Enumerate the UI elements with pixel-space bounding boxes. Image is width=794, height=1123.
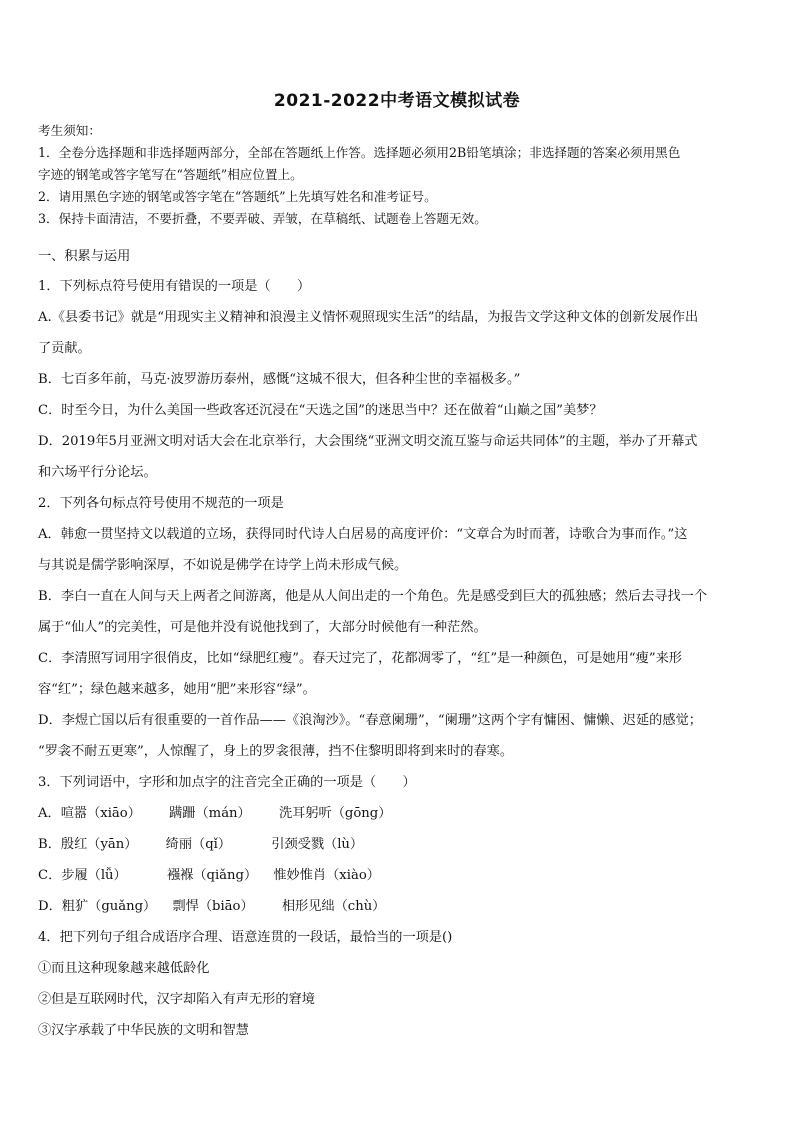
- notice-line: 2．请用黑色字迹的钢笔或答字笔在“答题纸”上先填写姓名和准考证号。: [38, 189, 437, 204]
- exam-notice: [38, 120, 762, 230]
- section-heading: 一、积累与运用: [38, 249, 131, 264]
- question-4-stem: 4．把下列句子组合成语序合理、语意连贯的一段话，最恰当的一项是(): [38, 930, 453, 945]
- question-2-option-a: A．韩愈一贯坚持文以载道的立场，获得同时代诗人白居易的高度评价：“文章合为时而著，诗歌合为事而作。”这: [38, 527, 688, 542]
- question-4-item: ③汉字承载了中华民族的文明和智慧: [38, 1023, 249, 1038]
- notice-line: 字迹的钢笔或答字笔写在“答题纸”相应位置上。: [38, 167, 303, 182]
- option-term: 剽悍（biāo）: [172, 899, 254, 914]
- question-2-option-d: D．李煜亡国以后有很重要的一首作品——《浪淘沙》。“春意阑珊”，“阑珊”这两个字有慵困、慵懒、迟延的感觉；: [38, 713, 702, 728]
- option-term: 引颈受戮（lù）: [271, 837, 364, 852]
- question-1-option-c: C．时至今日，为什么美国一些政客还沉浸在“天选之国”的迷思当中？还在做着“山巅之国”美梦？: [38, 403, 603, 418]
- option-term: C．步履（lǚ）: [38, 868, 127, 883]
- notice-line: 3．保持卡面清洁，不要折叠，不要弄破、弄皱，在草稿纸、试题卷上答题无效。: [38, 211, 487, 226]
- option-term: 相形见绌（chù）: [281, 899, 386, 914]
- question-1-option-a: A.《县委书记》就是“用现实主义精神和浪漫主义情怀观照现实生活”的结晶，为报告文学这种文体的创新发展作出: [38, 310, 699, 325]
- notice-heading: 考生须知：: [38, 123, 101, 138]
- option-term: B．殷红（yān）: [38, 837, 138, 852]
- option-term: 洗耳躬听（gōng）: [278, 806, 392, 821]
- question-2-option-b: B．李白一直在人间与天上两者之间游离，他是从人间出走的一个角色。先是感受到巨大的孤独感；然后去寻找一个: [38, 589, 708, 604]
- question-1-stem: 1．下列标点符号使用有错误的一项是（ ）: [38, 279, 311, 294]
- exam-body: [38, 243, 758, 1046]
- option-term: 绮丽（qǐ）: [165, 837, 232, 852]
- question-1-option-a-cont: 了贡献。: [38, 341, 91, 356]
- question-2-stem: 2．下列各句标点符号使用不规范的一项是: [38, 496, 284, 511]
- question-1-option-d: D．2019年5月亚洲文明对话大会在北京举行，大会围绕“亚洲文明交流互鉴与命运共同体”的主题，举办了开幕式: [38, 434, 698, 449]
- question-2-option-a-cont: 与其说是儒学影响深厚，不如说是佛学在诗学上尚未形成气候。: [38, 558, 408, 573]
- question-3-option-a: [38, 798, 758, 829]
- option-term: D．粗犷（guǎng）: [38, 899, 157, 914]
- option-term: A．喧嚣（xiāo）: [38, 806, 141, 821]
- page-title: 2021-2022中考语文模拟试卷: [273, 91, 521, 111]
- option-term: 襁褓（qiǎng）: [166, 868, 258, 883]
- question-4-item: ②但是互联网时代，汉字却陷入有声无形的窘境: [38, 992, 315, 1007]
- notice-line: 1．全卷分选择题和非选择题两部分，全部在答题纸上作答。选择题必须用2B铅笔填涂；非选择题的答案必须用黑色: [38, 145, 681, 160]
- question-2-option-c: C．李清照写词用字很俏皮，比如“绿肥红瘦”。春天过完了，花都凋零了，“红”是一种颜色，可是她用“瘦”来形: [38, 651, 682, 666]
- question-4-item: ①而且这种现象越来越低龄化: [38, 961, 210, 976]
- question-3-option-d: [38, 891, 758, 922]
- option-term: 蹒跚（mán）: [169, 806, 251, 821]
- question-1-option-d-cont: 和六场平行分论坛。: [38, 465, 157, 480]
- question-2-option-b-cont: 属于“仙人”的完美性，可是他并没有说他找到了，大部分时候他有一种茫然。: [38, 620, 487, 635]
- question-3-stem: 3．下列词语中，字形和加点字的注音完全正确的一项是（ ）: [38, 775, 416, 790]
- question-3-option-b: [38, 829, 758, 860]
- question-2-option-c-cont: 容“红”；绿色越来越多，她用“肥”来形容“绿”。: [38, 682, 316, 697]
- question-2-option-d-cont: “罗衾不耐五更寒”，人惊醒了，身上的罗衾很薄，挡不住黎明即将到来时的春寒。: [38, 744, 514, 759]
- option-term: 惟妙惟肖（xiào）: [273, 868, 380, 883]
- question-1-option-b: B．七百多年前，马克·波罗游历泰州，感慨“这城不很大，但各种尘世的幸福极多。”: [38, 372, 521, 387]
- question-3-option-c: [38, 860, 758, 891]
